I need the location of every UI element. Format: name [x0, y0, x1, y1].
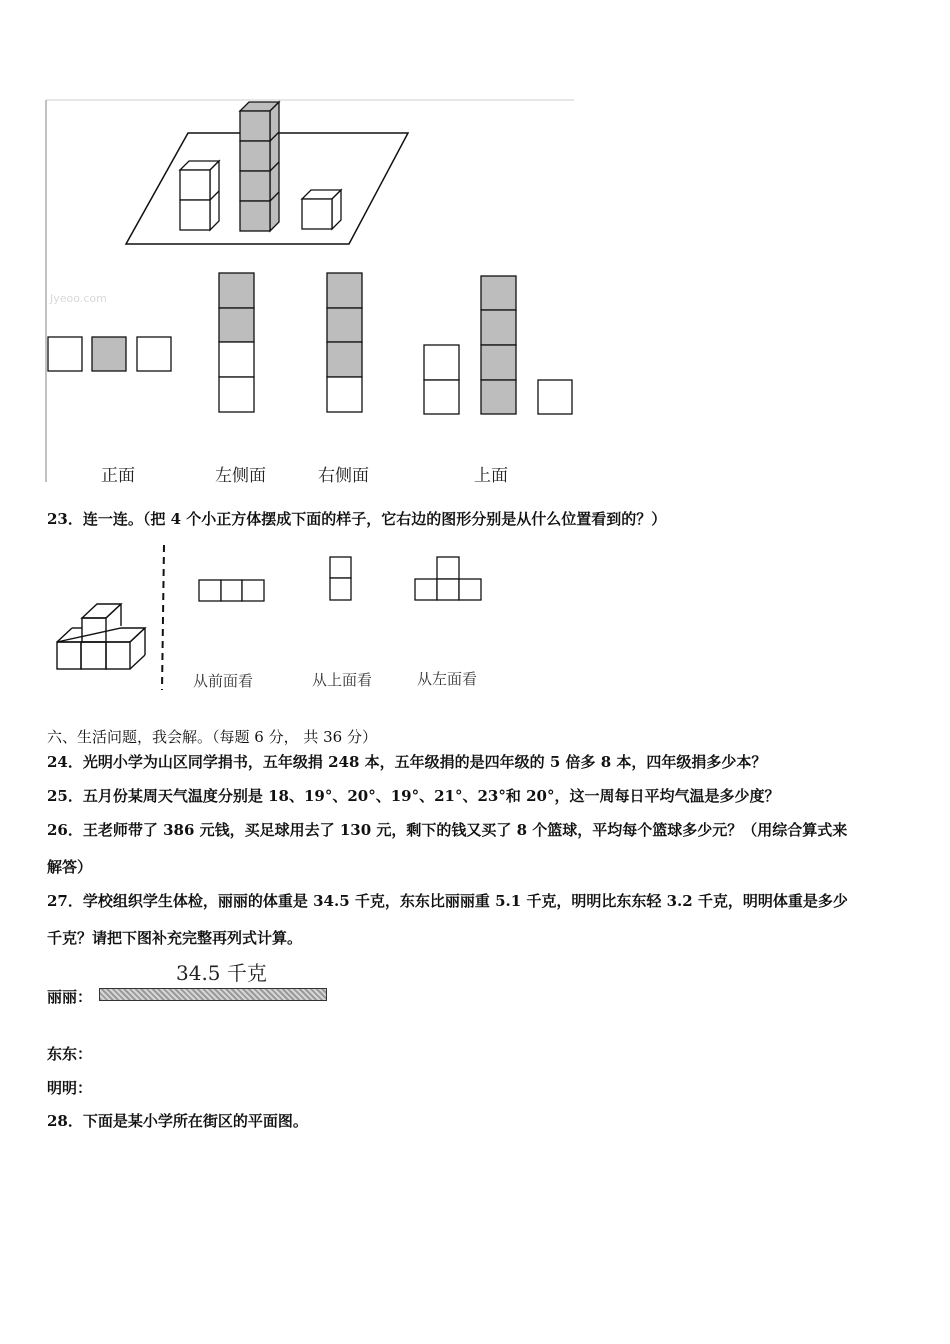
section-6-heading: 六、生活问题，我会解。（每题 6 分， 共 36 分） [47, 728, 377, 746]
dongdong-label: 东东： [47, 1045, 93, 1063]
caption-left-side: 左侧面 [215, 466, 266, 486]
question-26-line2: 解答） [47, 858, 93, 876]
view-front-label: 从前面看 [193, 672, 254, 690]
figure-22-drawing [0, 0, 600, 500]
question-23: 23．连一连。（把 4 个小正方体摆成下面的样子，它右边的图形分别是从什么位置看到的？） [47, 510, 667, 528]
question-27-line2: 千克？请把下图补充完整再列式计算。 [47, 929, 303, 947]
watermark: Jyeoo.com [50, 292, 107, 305]
view-left-label: 从左面看 [417, 670, 478, 688]
bar-value-label: 34.5 千克 [176, 961, 267, 985]
question-26-line1: 26．王老师带了 386 元钱，买足球用去了 130 元，剩下的钱又买了 8 个篮球，平均每个篮球多少元？（用综合算式来 [47, 821, 848, 839]
question-25: 25．五月份某周天气温度分别是 18、19°、20°、19°、21°、23°和 20°，这一周每日平均气温是多少度？ [47, 787, 780, 805]
lili-bar [99, 988, 327, 1001]
view-top-label: 从上面看 [312, 671, 373, 689]
question-27-line1: 27．学校组织学生体检，丽丽的体重是 34.5 千克，东东比丽丽重 5.1 千克，明明比东东轻 3.2 千克，明明体重是多少 [47, 892, 848, 910]
figure-23 [0, 540, 520, 700]
question-28: 28．下面是某小学所在街区的平面图。 [47, 1112, 308, 1130]
question-24: 24．光明小学为山区同学捐书，五年级捐 248 本，五年级捐的是四年级的 5 倍多 8 本，四年级捐多少本？ [47, 753, 767, 771]
lili-label: 丽丽： [47, 988, 93, 1006]
mingming-label: 明明： [47, 1079, 93, 1097]
caption-right-side: 右侧面 [318, 466, 369, 486]
caption-front: 正面 [101, 466, 135, 486]
caption-top: 上面 [474, 466, 508, 486]
figure-22 [0, 0, 600, 500]
